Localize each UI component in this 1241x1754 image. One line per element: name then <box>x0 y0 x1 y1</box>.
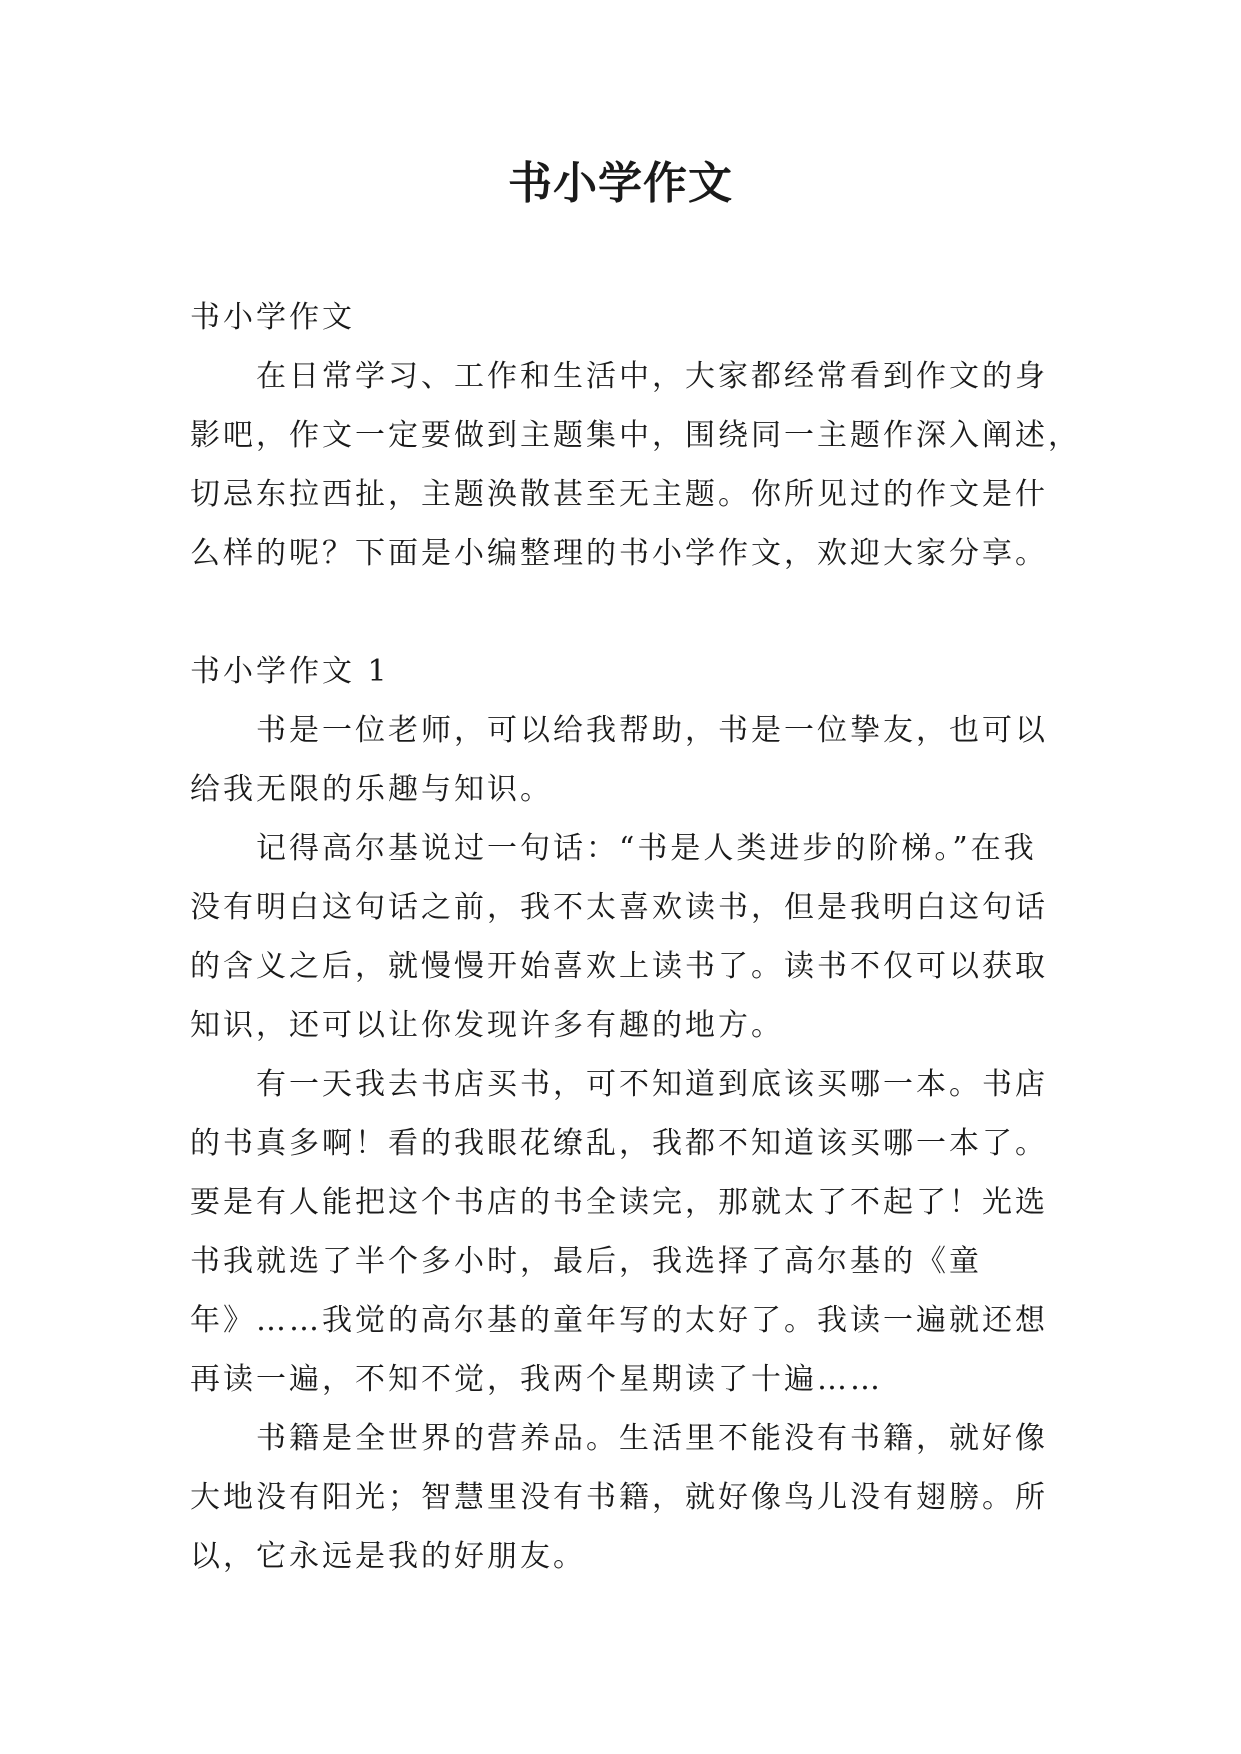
section-spacer <box>190 583 1062 642</box>
intro-paragraph <box>190 347 1081 583</box>
paragraph-line: 切忌东拉西扯，主题涣散甚至无主题。你所见过的作文是什 <box>190 477 1048 512</box>
paragraph-line: 么样的呢？下面是小编整理的书小学作文，欢迎大家分享。 <box>190 536 1048 571</box>
paragraph-line: 书是一位老师，可以给我帮助，书是一位挚友，也可以 <box>256 713 1048 748</box>
paragraph-line: 年》……我觉的高尔基的童年写的太好了。我读一遍就还想 <box>190 1303 1048 1338</box>
paragraph-line: 影吧，作文一定要做到主题集中，围绕同一主题作深入阐述， <box>190 418 1081 453</box>
paragraph-line: 没有明白这句话之前，我不太喜欢读书，但是我明白这句话 <box>190 890 1048 925</box>
document-body <box>190 288 1081 1586</box>
paragraph-line: 的书真多啊！看的我眼花缭乱，我都不知道该买哪一本了。 <box>190 1126 1048 1161</box>
paragraph-line: 有一天我去书店买书，可不知道到底该买哪一本。书店 <box>256 1067 1048 1102</box>
paragraph-line: 在日常学习、工作和生活中，大家都经常看到作文的身 <box>256 359 1048 394</box>
paragraph-line: 书我就选了半个多小时，最后，我选择了高尔基的《童 <box>190 1244 982 1279</box>
essay-1-paragraph-2 <box>190 819 1062 1055</box>
essay-1-paragraph-1 <box>190 701 1062 819</box>
intro-heading: 书小学作文 <box>190 300 355 335</box>
paragraph-line: 知识，还可以让你发现许多有趣的地方。 <box>190 1008 784 1043</box>
essay-1-heading: 书小学作文 1 <box>190 654 390 689</box>
paragraph-line: 给我无限的乐趣与知识。 <box>190 772 553 807</box>
paragraph-line: 大地没有阳光；智慧里没有书籍，就好像鸟儿没有翅膀。所 <box>190 1480 1048 1515</box>
paragraph-line: 记得高尔基说过一句话：“书是人类进步的阶梯。”在我 <box>256 831 1037 866</box>
essay-1-paragraph-4 <box>190 1409 1062 1586</box>
essay-1-paragraph-3 <box>190 1055 1062 1409</box>
paragraph-line: 以，它永远是我的好朋友。 <box>190 1539 586 1574</box>
paragraph-line: 再读一遍，不知不觉，我两个星期读了十遍…… <box>190 1362 883 1397</box>
document-title: 书小学作文 <box>508 158 733 209</box>
paragraph-line: 书籍是全世界的营养品。生活里不能没有书籍，就好像 <box>256 1421 1048 1456</box>
paragraph-line: 的含义之后，就慢慢开始喜欢上读书了。读书不仅可以获取 <box>190 949 1048 984</box>
paragraph-line: 要是有人能把这个书店的书全读完，那就太了不起了！光选 <box>190 1185 1048 1220</box>
